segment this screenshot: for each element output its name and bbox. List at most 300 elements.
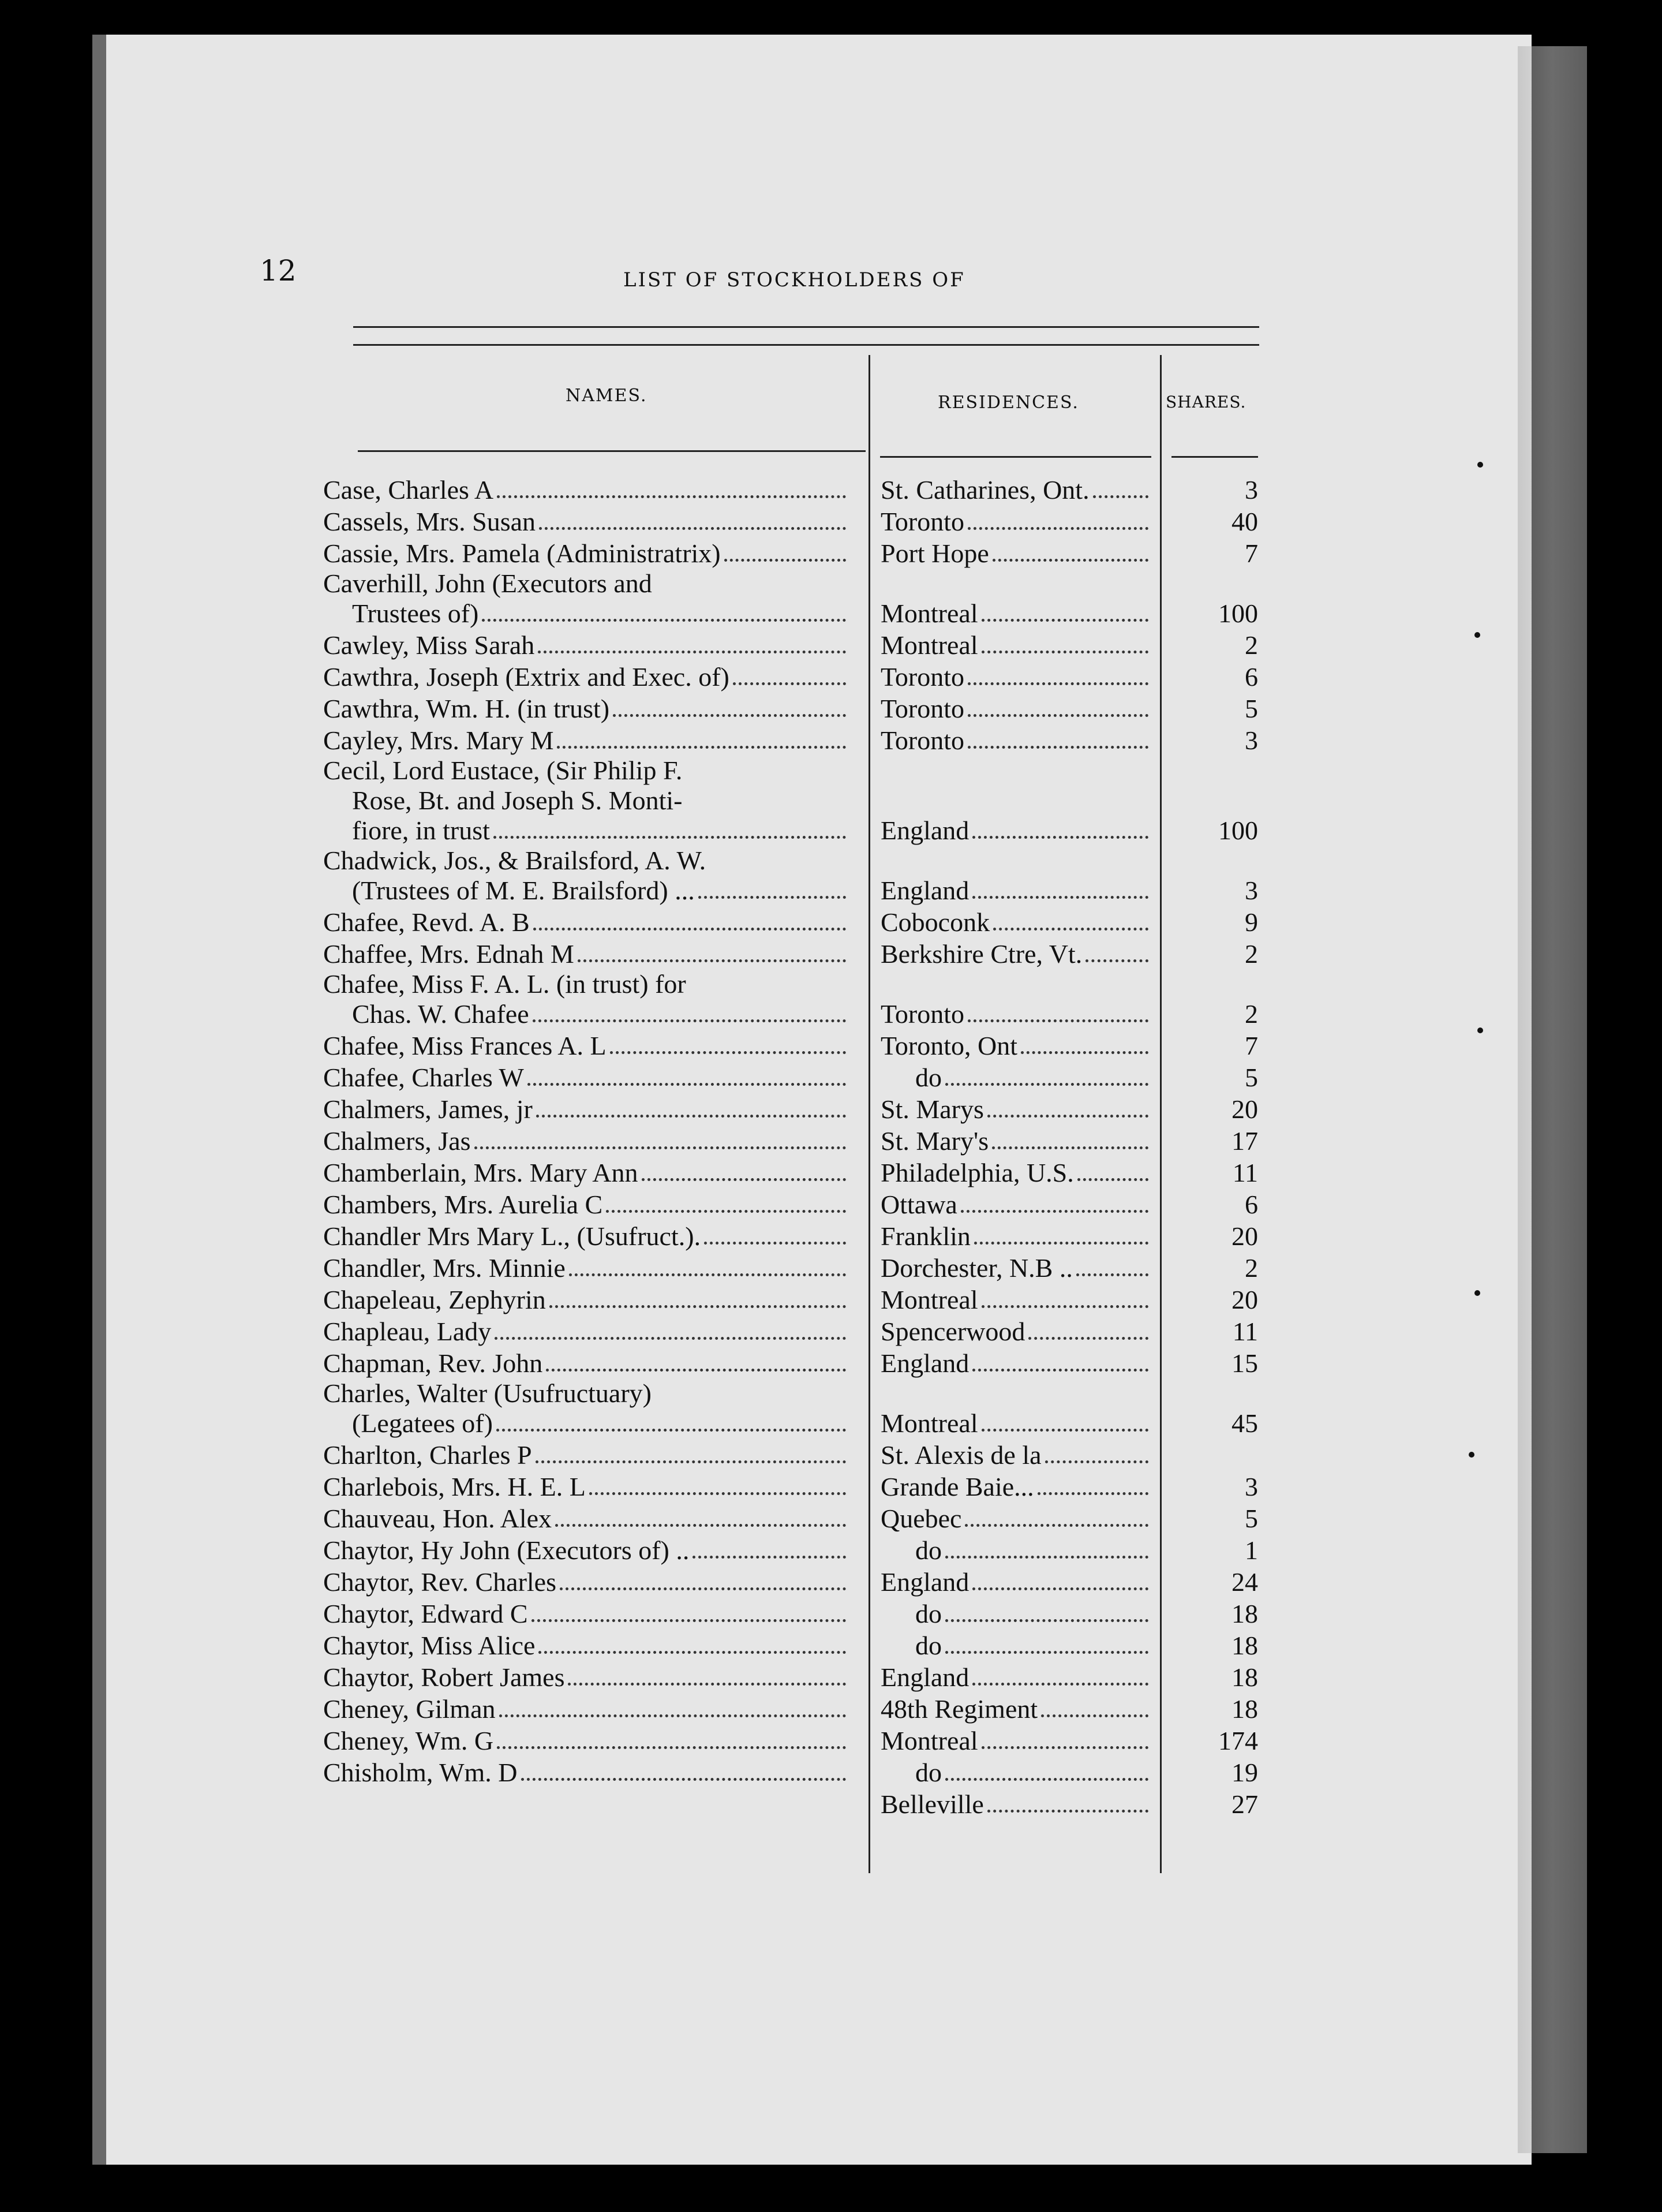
- stockholder-name: [323, 726, 860, 756]
- shares-value: 5: [1245, 1063, 1258, 1092]
- stockholder-name: [323, 1348, 860, 1378]
- name-line: [323, 1567, 846, 1597]
- name-line: [323, 475, 846, 505]
- residence: [860, 1126, 1160, 1156]
- shares-value: 11: [1232, 1158, 1258, 1187]
- leader-dots: [692, 1556, 846, 1559]
- residence: [860, 1158, 1160, 1188]
- table-row: [323, 1724, 1270, 1756]
- residence: [860, 1567, 1160, 1597]
- residence: [860, 1726, 1160, 1756]
- table-row: [323, 1661, 1270, 1692]
- name-text: Chaffee, Mrs. Ednah M: [323, 939, 574, 969]
- name-text: Chaytor, Miss Alice: [323, 1631, 536, 1660]
- shares-value: 2: [1245, 999, 1258, 1029]
- leader-dots: [555, 1524, 846, 1527]
- residence: [860, 1190, 1160, 1220]
- leader-dots: [982, 1305, 1148, 1308]
- name-text: Case, Charles A: [323, 475, 494, 505]
- name-line: [323, 662, 846, 692]
- residence-text: England: [881, 1348, 969, 1378]
- leader-dots: [1077, 1178, 1148, 1181]
- name-line: [323, 1253, 846, 1283]
- shares-value: 20: [1231, 1221, 1258, 1251]
- residence: [860, 630, 1160, 660]
- name-line: [323, 1126, 846, 1156]
- leader-dots: [1041, 1714, 1148, 1717]
- name-text: Cassels, Mrs. Susan: [323, 507, 536, 536]
- residence-text: Grande Baie...: [881, 1472, 1034, 1501]
- name-line: [323, 907, 846, 937]
- shares-value: 20: [1231, 1285, 1258, 1314]
- residence: [860, 1535, 1160, 1565]
- leader-dots: [972, 1587, 1148, 1590]
- table-row: [323, 1061, 1270, 1093]
- leader-dots: [945, 1619, 1148, 1622]
- name-line: [323, 939, 846, 969]
- name-line: [323, 1221, 846, 1251]
- table-row: [323, 1188, 1270, 1220]
- shares-value: 24: [1231, 1567, 1258, 1597]
- name-text: Cawthra, Wm. H. (in trust): [323, 694, 610, 723]
- leader-dots: [1038, 1492, 1148, 1495]
- leader-dots: [945, 1556, 1148, 1559]
- names-header: NAMES.: [566, 386, 647, 406]
- shares-value: 9: [1245, 907, 1258, 937]
- name-line: [323, 1408, 846, 1438]
- name-text: Chapeleau, Zephyrin: [323, 1285, 546, 1314]
- stockholder-name: [323, 1094, 860, 1124]
- name-line: [323, 969, 846, 999]
- residence: [860, 1599, 1160, 1629]
- shares-header: SHARES.: [1166, 393, 1246, 412]
- leader-dots: [482, 619, 846, 622]
- name-text: Chafee, Miss F. A. L. (in trust) for: [323, 969, 686, 999]
- stockholder-name: [323, 1063, 860, 1093]
- residence: [860, 1408, 1160, 1438]
- residence: [860, 726, 1160, 756]
- name-line: [323, 1440, 846, 1470]
- leader-dots: [698, 896, 846, 899]
- leader-dots: [982, 651, 1148, 653]
- table-row: [323, 1788, 1270, 1819]
- name-line: [323, 1472, 846, 1502]
- residence-text: Toronto: [881, 507, 964, 536]
- leader-dots: [974, 1242, 1148, 1245]
- shares-value: 3: [1245, 475, 1258, 505]
- name-line: [323, 507, 846, 537]
- leader-dots: [968, 746, 1148, 749]
- name-text: Chambers, Mrs. Aurelia C: [323, 1190, 603, 1219]
- table-row: [323, 1220, 1270, 1251]
- residence-text: Ottawa: [881, 1190, 957, 1219]
- stockholder-name: [323, 1031, 860, 1061]
- stockholder-name: [323, 846, 860, 906]
- table-row: [323, 692, 1270, 724]
- residence-text: Dorchester, N.B ..: [881, 1253, 1073, 1283]
- name-line: [323, 1758, 846, 1788]
- leader-dots: [495, 1337, 846, 1340]
- name-text: Cawthra, Joseph (Extrix and Exec. of): [323, 662, 729, 692]
- table-row: [323, 1347, 1270, 1378]
- names-header-rule: [358, 450, 866, 452]
- residence-text: Montreal: [881, 1408, 978, 1438]
- stockholder-name: [323, 756, 860, 846]
- residence: [860, 939, 1160, 969]
- table-row: [323, 1315, 1270, 1347]
- name-text: Chalmers, Jas: [323, 1126, 471, 1156]
- stockholder-name: [323, 939, 860, 969]
- name-line: [323, 1094, 846, 1124]
- table-row: [323, 1534, 1270, 1565]
- stockholder-name: [323, 1126, 860, 1156]
- leader-dots: [496, 1429, 846, 1432]
- name-line: [323, 999, 846, 1029]
- name-text: fiore, in trust: [352, 816, 490, 845]
- name-text: Cheney, Gilman: [323, 1694, 496, 1724]
- residence-text: Montreal: [881, 1726, 978, 1755]
- leader-dots: [968, 1019, 1148, 1022]
- name-text: Cawley, Miss Sarah: [323, 630, 535, 660]
- name-line: [323, 1378, 846, 1408]
- name-line: [323, 1285, 846, 1315]
- residences-header-rule: [880, 456, 1151, 458]
- leader-dots: [589, 1492, 846, 1495]
- page-edge: [1518, 46, 1587, 2153]
- residence-text: do: [915, 1535, 942, 1565]
- shares-value: 100: [1218, 599, 1258, 628]
- stockholder-name: [323, 1599, 860, 1629]
- shares-value: 3: [1245, 726, 1258, 755]
- residence: [860, 1694, 1160, 1724]
- leader-dots: [539, 527, 846, 530]
- residence: [860, 1440, 1160, 1470]
- stockholder-name: [323, 1158, 860, 1188]
- residence-text: St. Marys: [881, 1094, 984, 1124]
- leader-dots: [497, 495, 846, 498]
- name-line: [323, 876, 846, 906]
- name-text: Charles, Walter (Usufructuary): [323, 1378, 652, 1408]
- name-line: [323, 786, 846, 816]
- residence-text: Montreal: [881, 1285, 978, 1314]
- stockholder-name: [323, 1694, 860, 1724]
- name-line: [323, 816, 846, 846]
- leader-dots: [474, 1146, 846, 1149]
- name-line: [323, 1631, 846, 1661]
- residence: [860, 475, 1160, 505]
- leader-dots: [546, 1369, 846, 1372]
- residence-text: England: [881, 876, 969, 905]
- shares-value: 18: [1231, 1694, 1258, 1724]
- leader-dots: [536, 1115, 846, 1118]
- table-row: [323, 1502, 1270, 1534]
- table-row: [323, 1378, 1270, 1438]
- residence-text: Toronto: [881, 662, 964, 692]
- name-text: Chisholm, Wm. D: [323, 1758, 518, 1787]
- leader-dots: [945, 1083, 1148, 1086]
- residence-text: Toronto: [881, 999, 964, 1029]
- margin-mark: [1474, 1290, 1480, 1296]
- running-head: LIST OF STOCKHOLDERS OF: [623, 268, 965, 292]
- residence-text: Montreal: [881, 630, 978, 660]
- shares-value: 174: [1218, 1726, 1258, 1755]
- residence: [860, 507, 1160, 537]
- residence: [860, 1221, 1160, 1251]
- name-text: Chapman, Rev. John: [323, 1348, 543, 1378]
- name-line: [323, 756, 846, 786]
- shares-value: 100: [1218, 816, 1258, 845]
- leader-dots: [569, 1273, 846, 1276]
- leader-dots: [945, 1778, 1148, 1781]
- leader-dots: [549, 1305, 846, 1308]
- name-text: Chaytor, Rev. Charles: [323, 1567, 556, 1597]
- leader-dots: [521, 1778, 846, 1781]
- stockholder-name: [323, 1221, 860, 1251]
- leader-dots: [968, 682, 1148, 685]
- name-text: Rose, Bt. and Joseph S. Monti-: [352, 786, 683, 815]
- margin-mark: [1477, 462, 1483, 468]
- name-line: [323, 1317, 846, 1347]
- leader-dots: [982, 619, 1148, 622]
- name-text: Chas. W. Chafee: [352, 999, 529, 1029]
- shares-value: 18: [1231, 1631, 1258, 1660]
- stockholder-name: [323, 662, 860, 692]
- shares-value: 27: [1231, 1789, 1258, 1819]
- residence-text: Toronto: [881, 726, 964, 755]
- table-row: [323, 1251, 1270, 1283]
- stockholder-name: [323, 475, 860, 505]
- leader-dots: [987, 1115, 1148, 1118]
- stockholder-name: [323, 1378, 860, 1438]
- stockholder-name: [323, 569, 860, 629]
- shares-value: 5: [1245, 1504, 1258, 1533]
- name-text: Chadwick, Jos., & Brailsford, A. W.: [323, 846, 706, 875]
- name-line: [323, 569, 846, 599]
- stockholder-name: [323, 907, 860, 937]
- table-row: [323, 1124, 1270, 1156]
- residence-text: St. Mary's: [881, 1126, 989, 1156]
- leader-dots: [568, 1683, 846, 1686]
- table-row: [323, 569, 1270, 629]
- residence-text: do: [915, 1758, 942, 1787]
- table-row: [323, 1283, 1270, 1315]
- table-row: [323, 660, 1270, 692]
- leader-dots: [578, 959, 846, 962]
- name-line: [323, 630, 846, 660]
- name-text: Chaytor, Hy John (Executors of) ..: [323, 1535, 690, 1565]
- leader-dots: [961, 1210, 1148, 1213]
- name-line: [323, 726, 846, 756]
- stockholder-name: [323, 1317, 860, 1347]
- stockholder-name: [323, 1440, 860, 1470]
- shares-value: 40: [1231, 507, 1258, 536]
- residence-text: Belleville: [881, 1789, 984, 1819]
- stockholder-name: [323, 1631, 860, 1661]
- residence: [860, 907, 1160, 937]
- name-line: [323, 694, 846, 724]
- residence: [860, 1504, 1160, 1534]
- residence-text: Coboconk: [881, 907, 990, 937]
- residence: [860, 876, 1160, 906]
- name-line: [323, 1158, 846, 1188]
- table-row: [323, 1029, 1270, 1061]
- name-text: Cheney, Wm. G: [323, 1726, 494, 1755]
- leader-dots: [610, 1051, 846, 1054]
- residence: [860, 1472, 1160, 1502]
- leader-dots: [527, 1083, 846, 1086]
- shares-value: 7: [1245, 1031, 1258, 1060]
- residence-text: 48th Regiment: [881, 1694, 1038, 1724]
- stockholder-name: [323, 539, 860, 569]
- leader-dots: [992, 1146, 1148, 1149]
- table-row: [323, 937, 1270, 969]
- table-row: [323, 537, 1270, 569]
- residence-text: do: [915, 1631, 942, 1660]
- name-line: [323, 846, 846, 876]
- name-text: Cassie, Mrs. Pamela (Administratrix): [323, 539, 721, 568]
- name-text: Chaytor, Edward C: [323, 1599, 528, 1628]
- leader-dots: [968, 714, 1148, 717]
- name-line: [323, 1063, 846, 1093]
- name-line: [323, 539, 846, 569]
- margin-mark: [1477, 1027, 1483, 1033]
- residence: [860, 662, 1160, 692]
- name-text: Cecil, Lord Eustace, (Sir Philip F.: [323, 756, 683, 785]
- leader-dots: [493, 836, 846, 839]
- leader-dots: [533, 928, 846, 931]
- name-line: [323, 1662, 846, 1692]
- stockholder-name: [323, 507, 860, 537]
- name-text: Chauveau, Hon. Alex: [323, 1504, 552, 1533]
- leader-dots: [531, 1619, 846, 1622]
- residence-text: Quebec: [881, 1504, 962, 1533]
- leader-dots: [533, 1019, 846, 1022]
- leader-dots: [560, 1587, 846, 1590]
- residence-text: do: [915, 1599, 942, 1628]
- leader-dots: [1045, 1460, 1148, 1463]
- page-number: 12: [260, 254, 297, 287]
- table-row: [323, 629, 1270, 660]
- shares-value: 17: [1231, 1126, 1258, 1156]
- leader-dots: [945, 1651, 1148, 1654]
- leader-dots: [972, 1683, 1148, 1686]
- name-line: [323, 1348, 846, 1378]
- shares-value: 45: [1231, 1408, 1258, 1438]
- residence: [860, 1758, 1160, 1788]
- shares-value: 3: [1245, 1472, 1258, 1501]
- leader-dots: [536, 1460, 846, 1463]
- residence: [860, 539, 1160, 569]
- leader-dots: [538, 1651, 846, 1654]
- residence: [860, 1348, 1160, 1378]
- table-row: [323, 906, 1270, 937]
- leader-dots: [1028, 1337, 1148, 1340]
- residence-text: Franklin: [881, 1221, 971, 1251]
- leader-dots: [704, 1242, 846, 1245]
- residence: [860, 1063, 1160, 1093]
- name-line: [323, 599, 846, 629]
- residence-text: St. Catharines, Ont.: [881, 475, 1090, 505]
- residence-text: Berkshire Ctre, Vt.: [881, 939, 1083, 969]
- shares-value: 6: [1245, 1190, 1258, 1219]
- residence-text: Philadelphia, U.S.: [881, 1158, 1074, 1187]
- name-line: [323, 1694, 846, 1724]
- table-row: [323, 846, 1270, 906]
- leader-dots: [724, 559, 846, 562]
- name-text: Caverhill, John (Executors and: [323, 569, 652, 598]
- residence-text: St. Alexis de la: [881, 1440, 1042, 1470]
- shares-value: 18: [1231, 1599, 1258, 1628]
- residence-text: England: [881, 816, 969, 845]
- stockholder-name: [323, 1472, 860, 1502]
- name-line: [323, 1599, 846, 1629]
- name-line: [323, 1504, 846, 1534]
- residence: [860, 599, 1160, 629]
- residence: [860, 1285, 1160, 1315]
- shares-header-rule: [1171, 456, 1258, 458]
- leader-dots: [993, 928, 1148, 931]
- residence-text: do: [915, 1063, 942, 1092]
- residence-text: Toronto, Ont: [881, 1031, 1017, 1060]
- name-text: Charlton, Charles P: [323, 1440, 532, 1470]
- shares-value: 3: [1245, 876, 1258, 905]
- residence-text: England: [881, 1662, 969, 1692]
- header-rule-bottom: [353, 344, 1259, 346]
- table-row: [323, 1692, 1270, 1724]
- shares-value: 15: [1231, 1348, 1258, 1378]
- table-row: [323, 1093, 1270, 1124]
- name-text: Chalmers, James, jr: [323, 1094, 533, 1124]
- name-text: Chandler Mrs Mary L., (Usufruct.).: [323, 1221, 701, 1251]
- leader-dots: [968, 527, 1148, 530]
- name-text: Cayley, Mrs. Mary M: [323, 726, 554, 755]
- leader-dots: [1076, 1273, 1148, 1276]
- leader-dots: [1085, 959, 1148, 962]
- leader-dots: [982, 1746, 1148, 1749]
- name-line: [323, 1726, 846, 1756]
- name-text: Chaytor, Robert James: [323, 1662, 565, 1692]
- stockholder-name: [323, 1504, 860, 1534]
- leader-dots: [1021, 1051, 1148, 1054]
- leader-dots: [613, 714, 846, 717]
- margin-mark: [1474, 632, 1480, 638]
- shares-value: 20: [1231, 1094, 1258, 1124]
- leader-dots: [1093, 495, 1148, 498]
- stockholder-name: [323, 694, 860, 724]
- shares-value: 18: [1231, 1662, 1258, 1692]
- name-text: (Legatees of): [352, 1408, 493, 1438]
- name-text: Trustees of): [352, 599, 479, 628]
- table-row: [323, 1470, 1270, 1502]
- leader-dots: [993, 559, 1148, 562]
- shares-value: 2: [1245, 1253, 1258, 1283]
- leader-dots: [972, 896, 1148, 899]
- residence: [860, 816, 1160, 846]
- residence: [860, 1317, 1160, 1347]
- residences-header: RESIDENCES.: [938, 393, 1079, 413]
- stockholder-name: [323, 1758, 860, 1788]
- residence-text: England: [881, 1567, 969, 1597]
- name-line: [323, 1535, 846, 1565]
- residence: [860, 694, 1160, 724]
- residence: [860, 1253, 1160, 1283]
- residence: [860, 1789, 1160, 1819]
- stockholder-name: [323, 1662, 860, 1692]
- leader-dots: [733, 682, 846, 685]
- name-text: Chapleau, Lady: [323, 1317, 492, 1346]
- leader-dots: [499, 1714, 846, 1717]
- name-line: [323, 1031, 846, 1061]
